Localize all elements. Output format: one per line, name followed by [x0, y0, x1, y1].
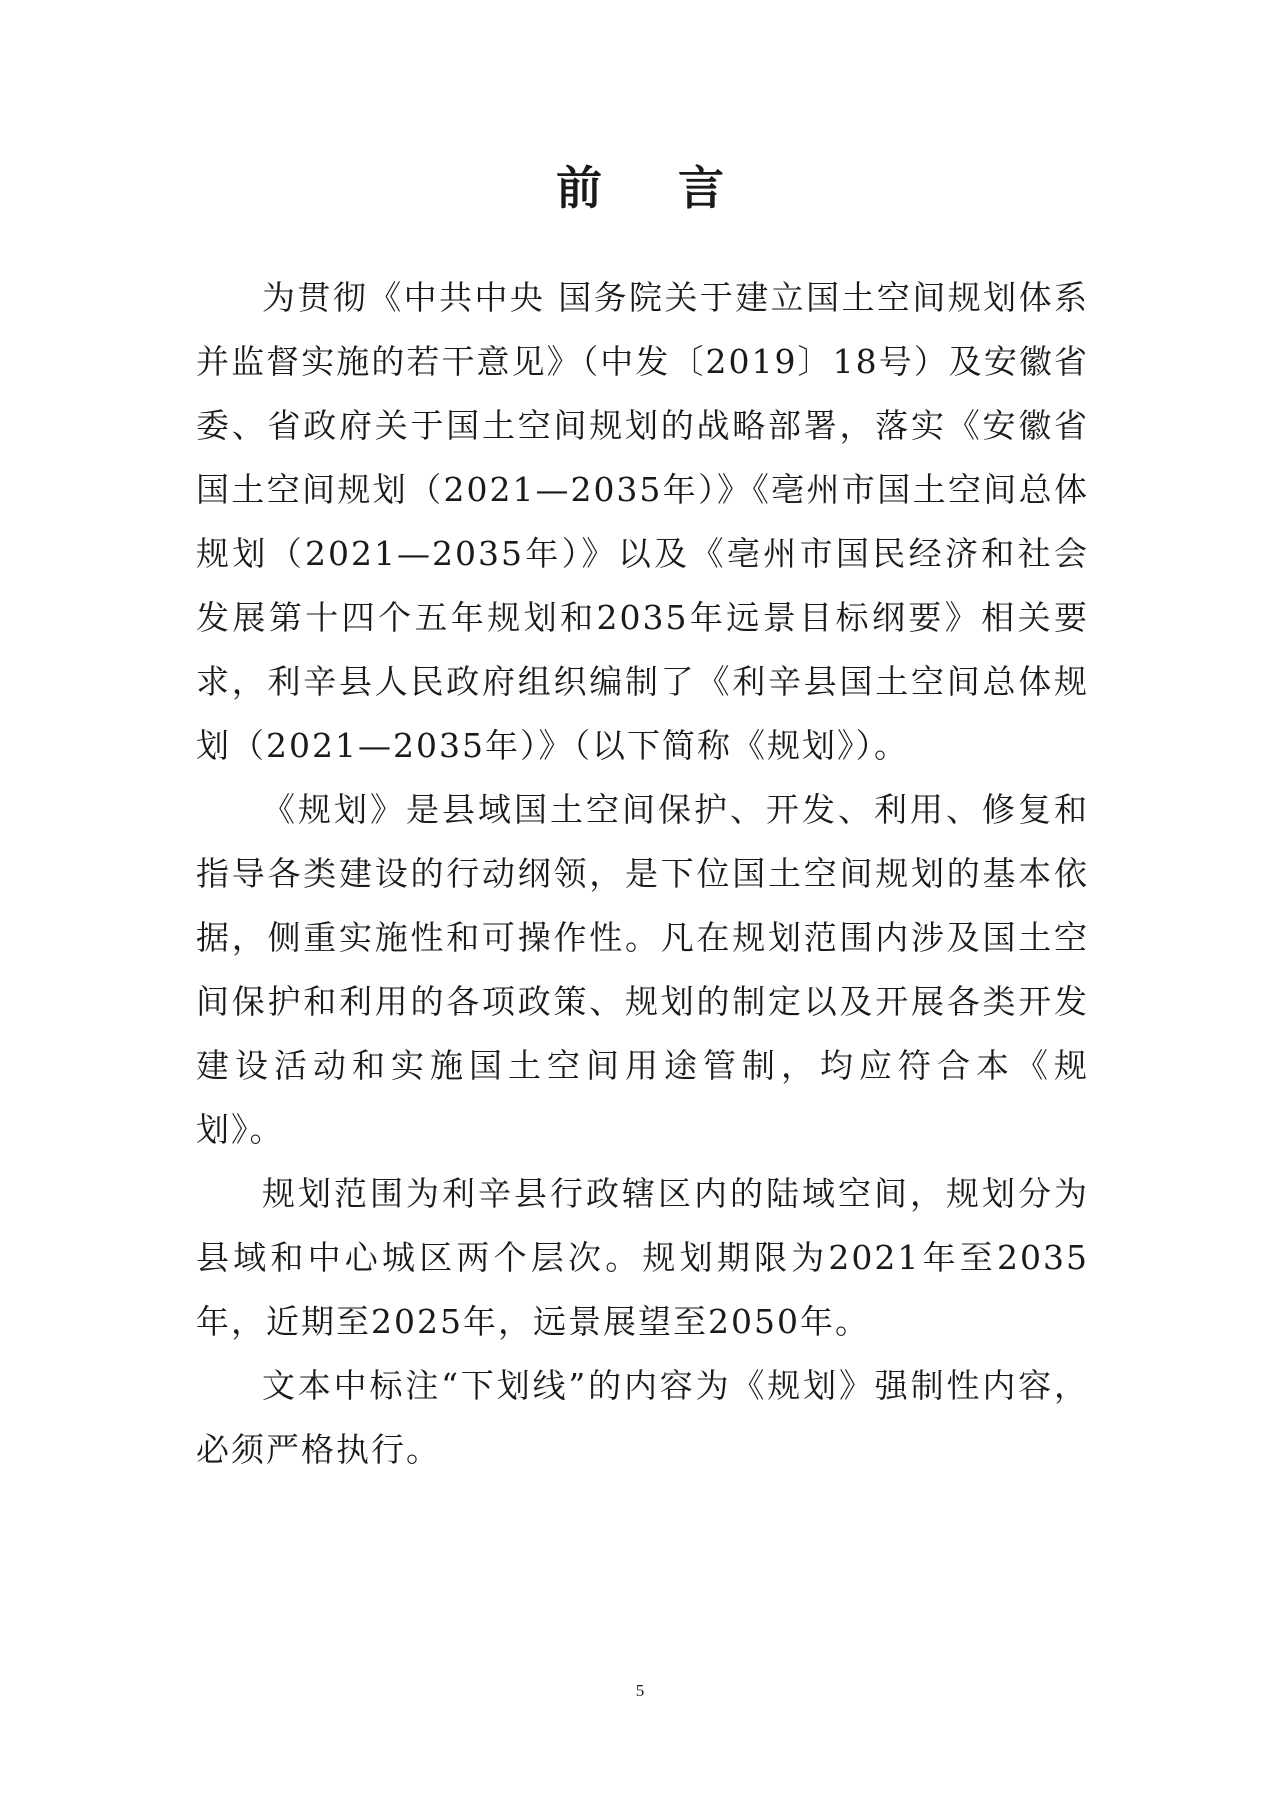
- paragraph-scope: 规划范围为利辛县行政辖区内的陆域空间，规划分为县域和中心城区两个层次。规划期限为2021年至2035年，近期至2025年，远景展望至2050年。: [196, 1174, 1089, 1341]
- paragraph-purpose: 为贯彻《中共中央 国务院关于建立国土空间规划体系并监督实施的若干意见》（中发〔2019〕18号）及安徽省委、省政府关于国土空间规划的战略部署，落实《安徽省国土空间规划（2021—2035年）》《亳州市国土空间总体规划（2021—2035年）》以及《亳州市国民经济和社会发展第十四个五年规划和2035年远景目标纲要》相关要求，利辛县人民政府组织编制了《利辛县国土空间总体规划（2021—2035年）》（以下简称《规划》）。: [196, 278, 1089, 765]
- page-title: 前 言: [555, 161, 754, 215]
- page-number: 5: [635, 1681, 645, 1700]
- paragraph-mandatory-note: 文本中标注“下划线”的内容为《规划》强制性内容，必须严格执行。: [196, 1366, 1089, 1469]
- body-text: [196, 266, 1089, 1482]
- paragraph-role: 《规划》是县域国土空间保护、开发、利用、修复和指导各类建设的行动纲领，是下位国土空间规划的基本依据，侧重实施性和可操作性。凡在规划范围内涉及国土空间保护和利用的各项政策、规划的制定以及开展各类开发建设活动和实施国土空间用途管制，均应符合本《规划》。: [196, 790, 1089, 1149]
